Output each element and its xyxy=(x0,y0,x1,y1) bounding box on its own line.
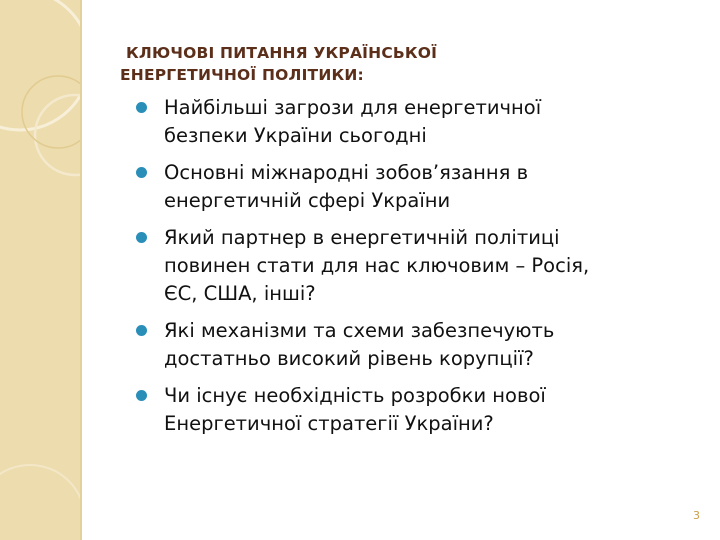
bullet-text-line: Чи існує необхідність розробки нової xyxy=(164,384,546,407)
bullet-text-line: Основні міжнародні зобов’язання в xyxy=(164,161,529,184)
bullet-item xyxy=(134,224,704,308)
bullet-dot-icon xyxy=(136,325,147,336)
bullet-text-line: ЄС, США, інші? xyxy=(164,282,316,305)
bullet-text-line: безпеки України сьогодні xyxy=(164,124,427,147)
bullet-text-line: Який партнер в енергетичній політиці xyxy=(164,226,560,249)
bullet-dot-icon xyxy=(136,102,147,113)
bullet-text-line: Найбільші загрози для енергетичної xyxy=(164,96,542,119)
bullet-text-line: Енергетичної стратегії України? xyxy=(164,412,494,435)
slide-title xyxy=(120,42,640,86)
bullet-dot-icon xyxy=(136,232,147,243)
bullet-text-line: енергетичній сфері України xyxy=(164,189,451,212)
page-number: 3 xyxy=(693,509,700,522)
bullet-item xyxy=(134,159,704,215)
slide-title-line: ЕНЕРГЕТИЧНОЇ ПОЛІТИКИ: xyxy=(120,66,364,84)
decorative-side-band xyxy=(0,0,82,540)
bullet-text-line: Які механізми та схеми забезпечують xyxy=(164,319,555,342)
bullet-dot-icon xyxy=(136,390,147,401)
bullet-list xyxy=(134,94,704,447)
band-divider xyxy=(80,0,82,540)
bullet-item xyxy=(134,94,704,150)
slide-title-line: КЛЮЧОВІ ПИТАННЯ УКРАЇНСЬКОЇ xyxy=(126,44,438,62)
decorative-circles xyxy=(0,0,82,540)
bullet-item xyxy=(134,382,704,438)
bullet-dot-icon xyxy=(136,167,147,178)
bullet-text-line: достатньо високий рівень корупції? xyxy=(164,347,534,370)
bullet-item xyxy=(134,317,704,373)
bullet-text-line: повинен стати для нас ключовим – Росія, xyxy=(164,254,590,277)
